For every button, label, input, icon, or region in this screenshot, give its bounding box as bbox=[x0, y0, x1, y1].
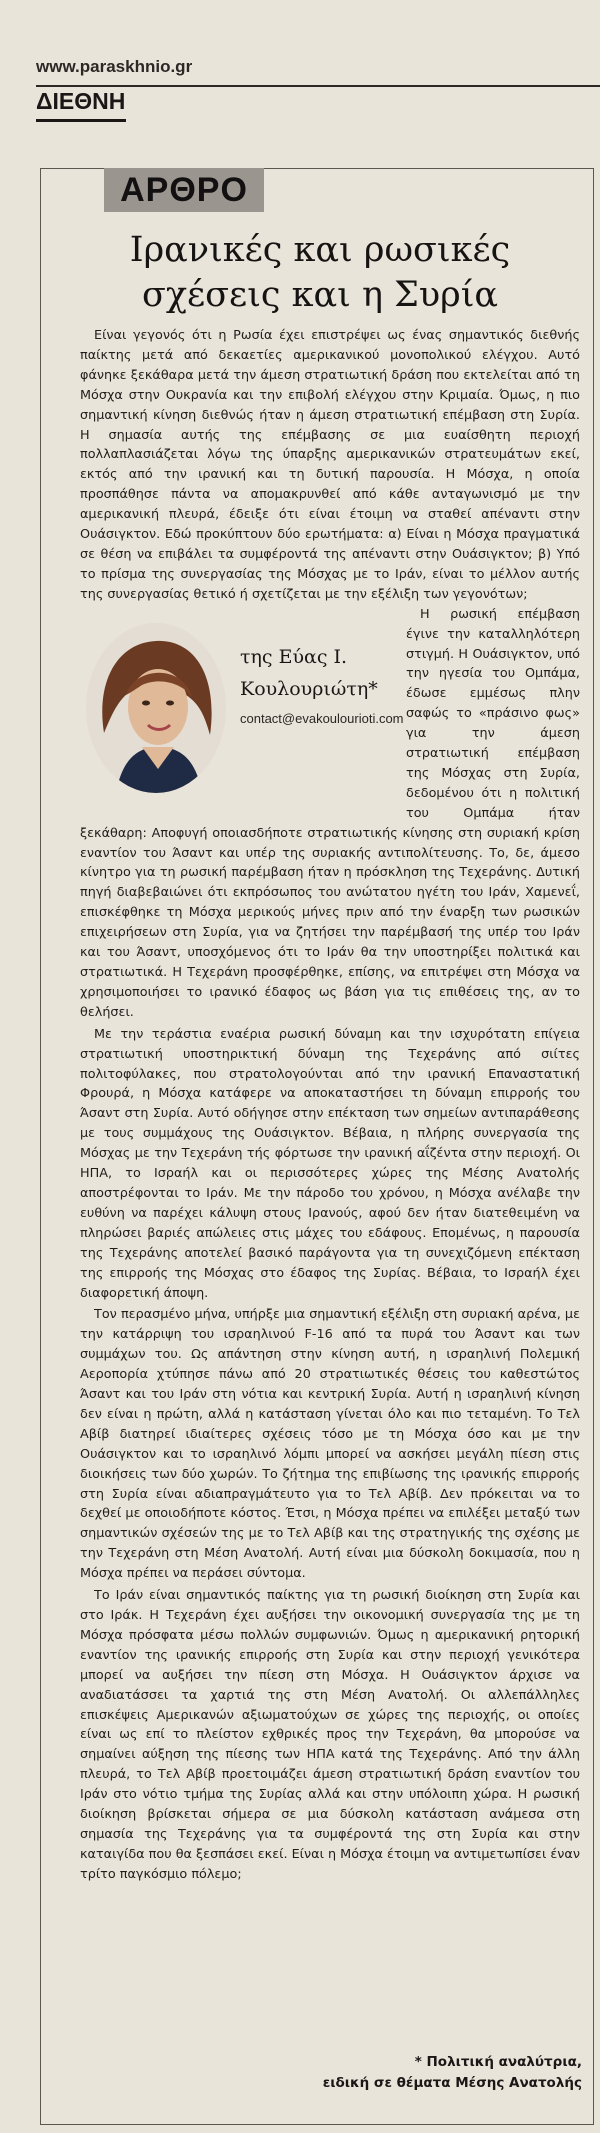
footnote-line-2: ειδική σε θέματα Μέσης Ανατολής bbox=[322, 2075, 582, 2091]
author-name bbox=[240, 641, 378, 705]
author-footnote bbox=[162, 2052, 582, 2094]
author-portrait bbox=[86, 623, 226, 793]
author-portrait-icon bbox=[86, 623, 226, 793]
footnote-line-1: * Πολιτική αναλύτρια, bbox=[414, 2054, 582, 2070]
paragraph-4: Τον περασμένο μήνα, υπήρξε μια σημαντική εξέλιξη στη συριακή αρένα, με την κατάρριψη του ισραηλινού F-16 από τα πυρά του Άσαντ και των συμμάχων του. Ως απάντηση στην κίνηση αυτή, η ισραηλινή Πολεμική Αεροπορία χτύπησε πάνω από 20 στρατιωτικές θέσεις του καθεστώτος Άσαντ και του Ιράν στη νότια και κεντρική Συρία. Αυτή η ισραηλινή κίνηση δεν είναι η πρώτη, αλλά η κατάσταση γίνεται όλο και πιο τεταμένη. Το Τελ Αβίβ διατηρεί ιδιαίτερες σχέσεις τόσο με τη Μόσχα όσο και με την Ουάσιγκτον και το ισραηλινό λόμπι μπορεί να ασκήσει μεγάλη πίεση στις διοικήσεις των δύο χωρών. Το ζήτημα της επιβίωσης της ιρανικής επιρροής στη Συρία είναι αδιαπραγμάτευτο για το Τελ Αβίβ. Δεν πρόκειται να το δεχθεί με οποιοδήποτε κόστος. Έτσι, η Μόσχα πρέπει να επιλέξει μεταξύ των σημαντικών σχέσεών της με το Τελ Αβίβ και της στρατηγικής της σχέσης με την Τεχεράνη στη Μέση Ανατολή. Αυτή είναι μια δύσκολη δοκιμασία, που η Μόσχα πρέπει να περάσει σύντομα. bbox=[80, 1307, 580, 1582]
headline-line-2: σχέσεις και η Συρία bbox=[141, 275, 499, 315]
author-name-line-2: Κουλουριώτη* bbox=[240, 677, 378, 700]
headline-line-1: Ιρανικές και ρωσικές bbox=[129, 230, 511, 270]
site-url[interactable]: www.paraskhnio.gr bbox=[36, 57, 193, 76]
byline bbox=[80, 605, 402, 811]
header-divider bbox=[36, 85, 600, 87]
section-label: ΔΙΕΘΝΗ bbox=[36, 88, 126, 114]
paragraph-5: Το Ιράν είναι σημαντικός παίκτης για τη ρωσική διοίκηση στη Συρία και στο Ιράκ. Η Τεχεράνη έχει αυξήσει την οικονομική συνεργασία της με τη Μόσχα πρόσφατα μέσω πολλών συμφωνιών. Όμως η αμερικανική ρητορική εναντίον της ιρανικής επιρροής στη Συρία και στην περιοχή γενικότερα μπορεί να αυξήσει την πίεση στη Μόσχα. Η Ουάσιγκτον άρχισε να αναδιατάσσει τα χαρτιά της στη Μέση Ανατολή. Οι αλλεπάλληλες επισκέψεις Αμερικανών αξιωματούχων σε χώρες της περιοχής, οι οποίες είναι ως επί το πλείστον εχθρικές προς την Τεχεράνη, θα μπορούσε να σημαίνει αύξηση της πίεσης των ΗΠΑ κατά της Τεχεράνης. Από την άλλη πλευρά, το Τελ Αβίβ προετοιμάζει άμεση στρατιωτική δράση εναντίον του Ιράν στο νότιο τμήμα της Συρίας αλλά και στην υπόλοιπη χώρα. Η ρωσική διοίκηση βρίσκεται σήμερα σε μια δύσκολη κατάσταση ανάμεσα στη σημασία της Τεχεράνης για τα συμφέροντά της στη Συρία και στην καταιγίδα που θα ξεσπάσει εκεί. Είναι η Μόσχα έτοιμη να αντιμετωπίσει έναν τρίτο παγκόσμιο πόλεμο; bbox=[80, 1588, 581, 1882]
paragraph-1: Είναι γεγονός ότι η Ρωσία έχει επιστρέψει ως ένας σημαντικός διεθνής παίκτης μετά από δεκαετίες αμερικανικού μονοπολικού ελέγχου. Αυτό φάνηκε ξεκάθαρα μετά την άμεση στρατιωτική δράση που εκτελείται από τη Μόσχα στην Ουκρανία και την επιβολή ελέγχου στην Κριμαία. Όμως, η πιο σημαντική κίνηση διεθνώς ήταν η άμεση στρατιωτική επέμβαση στη Συρία. Η σημασία αυτής της επέμβασης σε μια ευαίσθητη περιοχή πολλαπλασιάζεται λόγω της ύπαρξης αμερικανικών στρατευμάτων εκεί, εκτός από την ιρανική και τη δυτική παρουσία. Η Μόσχα, η οποία προσπάθησε πάντα να απομακρυνθεί από κάθε ανταγωνισμό με την αμερικανική πλευρά, έδειξε ότι είναι έτοιμη να σταθεί απέναντι στην Ουάσιγκτον. Εδώ προκύπτουν δύο ερωτήματα: α) Είναι η Μόσχα πραγματικά σε θέση να επιβάλει τα συμφέροντά της απέναντι στην Ουάσιγκτον; β) Υπό το πρίσμα της συνεργασίας της Μόσχας με το Ιράν, είναι το μέλλον αυτής της συνεργασίας θετικό ή σχετίζεται με την εξέλιξη των γεγονότων; bbox=[80, 328, 580, 602]
article-tag-label: ΑΡΘΡΟ bbox=[120, 171, 248, 209]
section-underline bbox=[36, 119, 126, 122]
author-name-line-1: της Εύας Ι. bbox=[240, 645, 348, 668]
article-tag bbox=[104, 168, 264, 212]
author-email[interactable]: contact@evakoulourioti.com bbox=[240, 710, 404, 726]
page-header bbox=[0, 0, 600, 130]
paragraph-3: Με την τεράστια εναέρια ρωσική δύναμη και την ισχυρότατη επίγεια στρατιωτική υποστηρικτική δύναμη της Τεχεράνης από σιίτες πολιτοφύλακες, που στρατολογούνται από την ιρανική Επαναστατική Φρουρά, η Μόσχα κατάφερε να αποκαταστήσει τη δύναμη επιρροής του Άσαντ στη Συρία. Αυτό οδήγησε στην επέκταση των σημείων αντιπαράθεσης με τους συμμάχους της Ουάσιγκτον. Βέβαια, η πλήρης συνεργασία της Μόσχας με την Τεχεράνη τής φόρτωσε την ιρανική αΐζέντα στην περιοχή. Οι ΗΠΑ, το Ισραήλ και οι περισσότερες χώρες της Μέσης Ανατολής αποστρέφονται το Ιράν. Με την πάροδο του χρόνου, η Μόσχα ανέλαβε την ευθύνη να παρέχει κάλυψη στους Ιρανούς, αφού δεν ήταν διατεθειμένη να πληρώσει βαριές απώλειες στις μάχες του εδάφους. Επομένως, η παρουσία της Τεχεράνης αποτελεί βασικό παράγοντα για τη συνεχιζόμενη επέκταση της επιρροής της Μόσχας στο έδαφος της Συρίας. Βέβαια, το Ισραήλ έχει διαφορετική άποψη. bbox=[80, 1026, 580, 1301]
headline bbox=[60, 228, 580, 318]
paragraph-2: Η ρωσική επέμβαση έγινε την καταλληλότερη στιγμή. Η Ουάσιγκτον, υπό την ηγεσία του Ομπάμα, έδωσε εμμέσως πλην σαφώς το «πράσινο φως» για την άμεση στρατιωτική επέμβαση της Μόσχας στη Συρία, δεδομένου ότι η πολιτική του Ομπάμα ήταν ξεκάθαρη: Αποφυγή οποιασδήποτε στρατιωτικής κίνησης στη συριακή κρίση εναντίον του Άσαντ και υπέρ της συριακής αντιπολίτευσης. Το, δε, άμεσο κίνητρο για τη ρωσική παρέμβαση ήταν η πρόσκληση της Τεχεράνης. Δυτική πηγή διαβεβαιώνει ότι εκπρόσωπος του ανώτατου ηγέτη του Ιράν, Χαμενεΐ, επισκέφθηκε τη Μόσχα μερικούς μήνες πριν από την έναρξη των ρωσικών επιχειρήσεων στη Συρία, για να ζητήσει την παρέμβασή της υπέρ του Ιράν και του Άσαντ, υποσχόμενος ότι το Ιράν θα την υποστηρίξει πολιτικά και στρατιωτικά. Η Τεχεράνη προσφέρθηκε, επίσης, να επιτρέψει στη Μόσχα να χρησιμοποιήσει το ιρανικό έδαφος ως βάση για τις επιθέσεις της, αν το θελήσει. bbox=[80, 606, 580, 1020]
article-body bbox=[80, 326, 580, 1885]
